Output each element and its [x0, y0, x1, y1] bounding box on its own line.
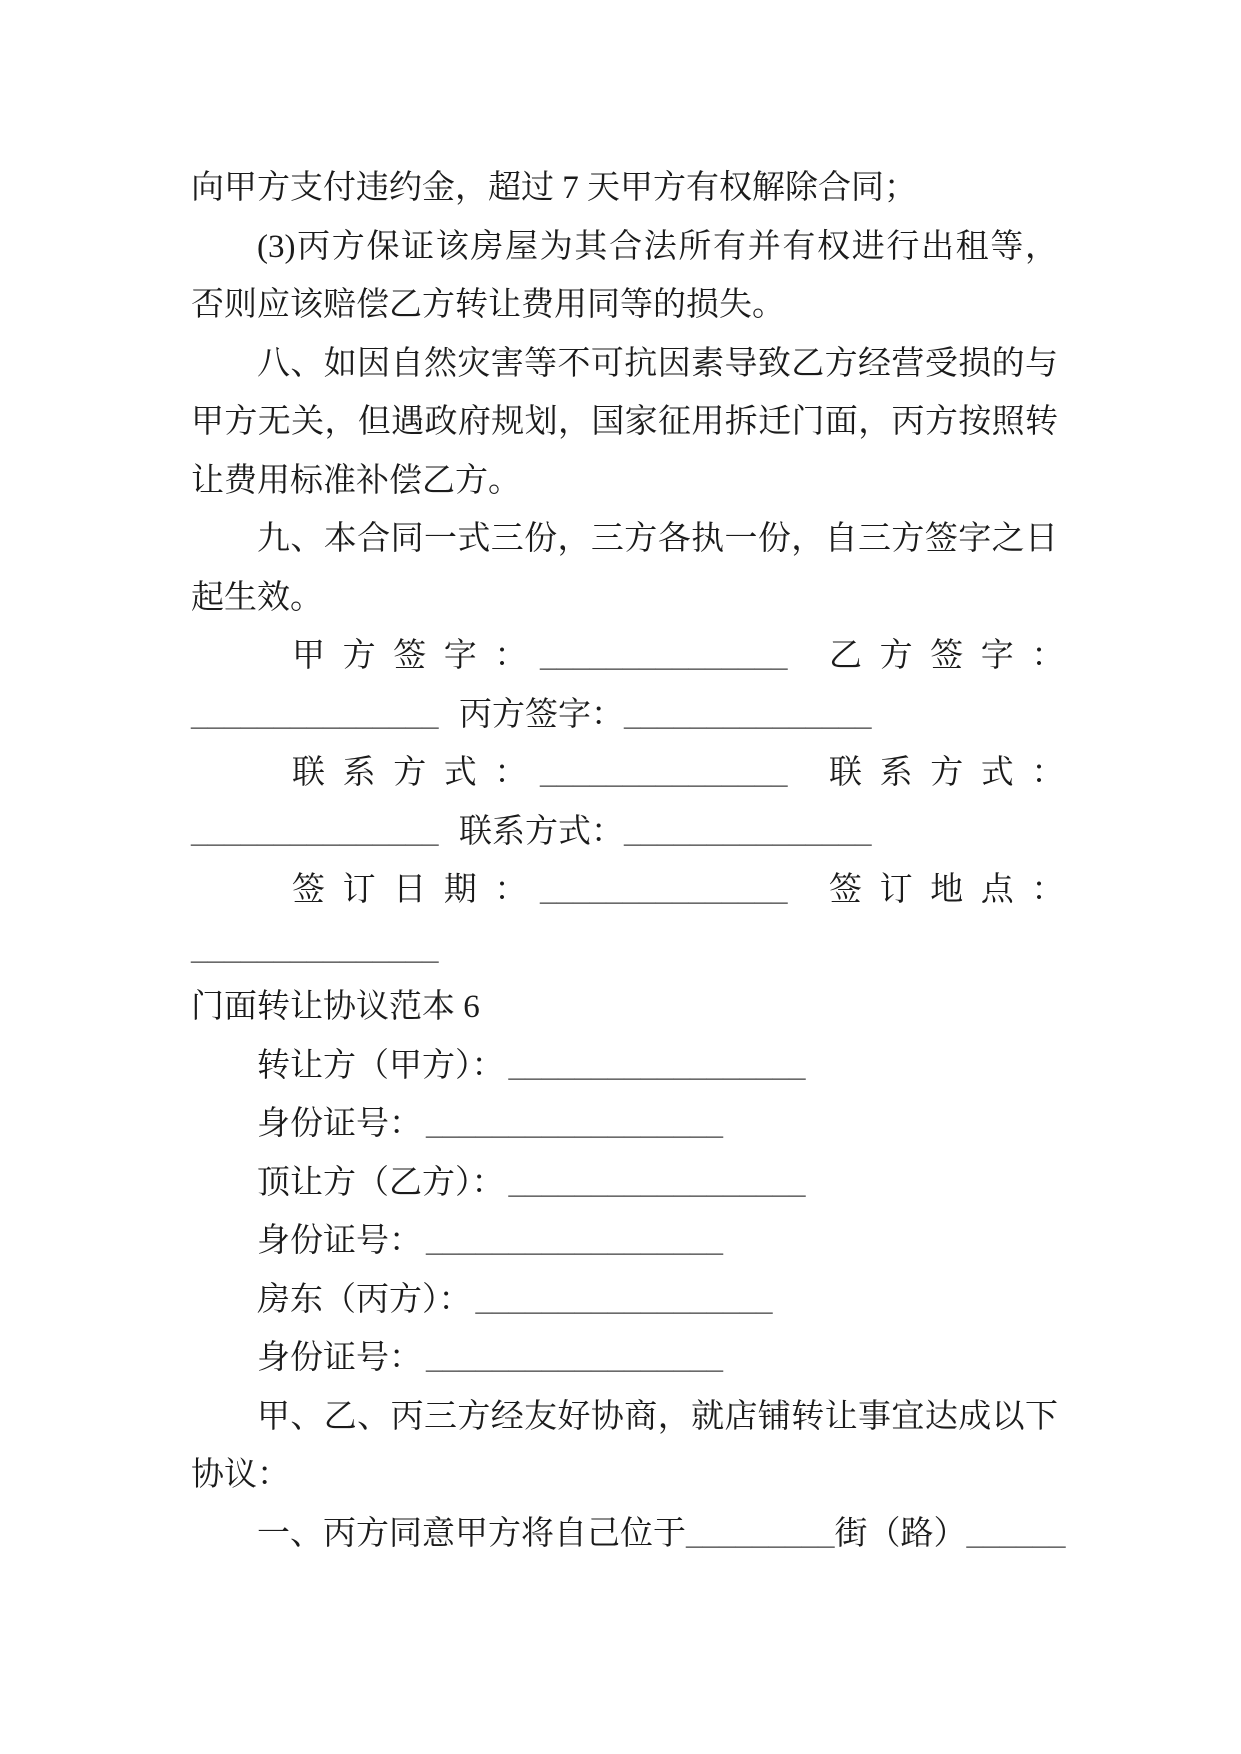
party-b-sign-label: 乙方签字：: [829, 638, 1082, 674]
field-blank: __________________: [508, 1047, 806, 1084]
signature-row-1: [191, 627, 1082, 686]
field-transferee: [191, 1154, 1058, 1213]
field-label: 身份证号：: [257, 1106, 422, 1142]
sign-place-blank: _______________: [191, 930, 439, 967]
party-b-contact-blank: _______________: [191, 813, 439, 850]
contact-row-2: [191, 803, 1058, 862]
field-blank: __________________: [426, 1340, 723, 1376]
party-a-contact-label: 联系方式：: [292, 755, 545, 791]
clause9-line1: 九、本合同一式三份，三方各执一份，自三方签字之日: [257, 521, 1058, 557]
field-label: 转让方（甲方）：: [257, 1047, 505, 1084]
field-transferee-id: [191, 1212, 1058, 1271]
template6-title: 门面转让协议范本 6: [191, 989, 480, 1025]
field-label: 顶让方（乙方）：: [257, 1164, 505, 1201]
field-label: 身份证号：: [257, 1223, 422, 1259]
clause1-street-blank: _________: [686, 1515, 835, 1552]
party-a-sign-blank: _______________: [540, 638, 788, 674]
clause7-line-end: 向甲方支付违约金，超过 7 天甲方有权解除合同；: [191, 170, 917, 206]
clause7-item3-line1: (3)丙方保证该房屋为其合法所有并有权进行出租等，: [257, 228, 1058, 265]
party-c-contact-label: 联系方式：: [459, 813, 624, 850]
party-b-contact-label: 联系方式：: [829, 755, 1082, 791]
party-c-sign-blank: _______________: [624, 696, 872, 733]
date-place-row-2: [191, 920, 1058, 979]
sign-date-blank: _______________: [540, 872, 788, 908]
field-landlord-id: [191, 1329, 1058, 1388]
field-label: 房东（丙方）：: [257, 1281, 472, 1318]
clause7-item3-line2: 否则应该赔偿乙方转让费用同等的损失。: [191, 287, 785, 323]
field-blank: __________________: [475, 1281, 773, 1318]
clause8-line3: 让费用标准补偿乙方。: [191, 462, 521, 499]
sign-date-label: 签订日期：: [292, 872, 545, 908]
clause1-text1: 一、丙方同意甲方将自己位于: [257, 1515, 686, 1552]
field-transferor: [191, 1037, 1058, 1096]
field-transferor-id: [191, 1095, 1058, 1154]
contact-row-1: [191, 744, 1082, 803]
sign-place-label: 签订地点：: [829, 872, 1082, 908]
template6-intro-line1: 甲、乙、丙三方经友好协商，就店铺转让事宜达成以下: [257, 1398, 1058, 1435]
party-a-contact-blank: _______________: [540, 755, 788, 791]
clause1-number-blank: ______: [966, 1515, 1066, 1552]
clause8-line1: 八、如因自然灾害等不可抗因素导致乙方经营受损的与: [257, 345, 1058, 382]
clause9-line2: 起生效。: [191, 579, 323, 616]
field-blank: __________________: [426, 1106, 723, 1142]
field-blank: __________________: [426, 1223, 723, 1259]
party-c-sign-label: 丙方签字：: [459, 696, 624, 733]
signature-row-2: [191, 686, 1058, 745]
date-place-row-1: [191, 861, 1082, 920]
template6-clause1-line1: [191, 1505, 1066, 1564]
document-body: [191, 159, 1082, 1563]
field-label: 身份证号：: [257, 1340, 422, 1376]
template6-intro-line2: 协议：: [191, 1457, 290, 1493]
party-b-sign-blank: _______________: [191, 696, 439, 733]
field-landlord: [191, 1271, 1058, 1330]
field-blank: __________________: [508, 1164, 806, 1201]
clause1-text2: 街（路）: [834, 1515, 967, 1552]
party-a-sign-label: 甲方签字：: [292, 638, 545, 674]
clause8-line2: 甲方无关，但遇政府规划，国家征用拆迁门面，丙方按照转: [191, 404, 1058, 440]
party-c-contact-blank: _______________: [624, 813, 872, 850]
